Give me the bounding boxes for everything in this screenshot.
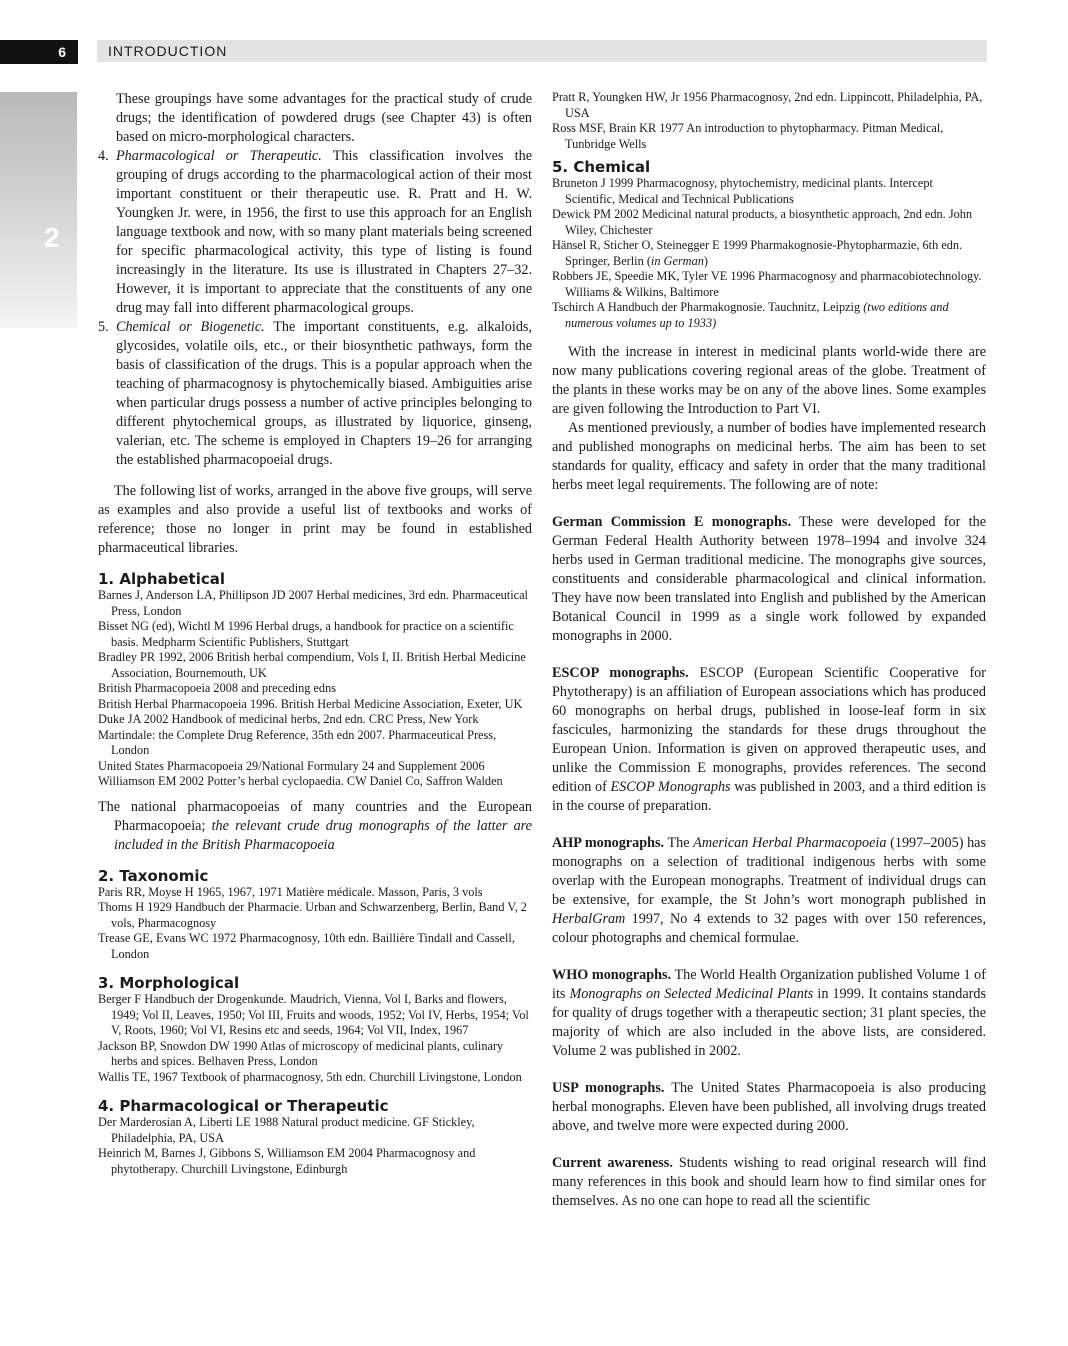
national-pharmacopoeias-note — [98, 798, 532, 855]
note-text: The national pharmacopoeias of many countries and the European Pharmacopoeia; — [98, 798, 532, 834]
reference-item: Der Marderosian A, Liberti LE 1988 Natural product medicine. GF Stickley, Philadelphia, PA, USA — [98, 1115, 475, 1145]
item-number: 5. — [98, 319, 109, 335]
paragraph-text: The — [664, 835, 694, 851]
run-in-heading: Current awareness. — [552, 1155, 673, 1171]
paragraph-text: was published in 2003, and a third edition is in the course of preparation. — [552, 779, 986, 814]
section-heading-chemical: 5. Chemical — [552, 158, 651, 176]
reference-item: Wallis TE, 1967 Textbook of pharmacognosy, 5th edn. Churchill Livingstone, London — [98, 1069, 522, 1084]
paragraph-italic: American Herbal Pharmacopoeia — [693, 835, 887, 851]
paragraph-italic: HerbalGram — [552, 911, 626, 927]
paragraph-escop — [552, 664, 986, 816]
ref-text: ) — [703, 253, 708, 268]
running-header: INTRODUCTION — [97, 40, 987, 62]
reference-list-chemical — [552, 176, 986, 331]
paragraph-text: The United States Pharmacopoeia is also producing herbal monographs. Eleven have been published, all involving drugs treated above, and twelve more were expected during 2000. — [552, 1080, 987, 1134]
reference-item: Heinrich M, Barnes J, Gibbons S, Williamson EM 2004 Pharmacognosy and phytotherapy. Churchill Livingstone, Edinburgh — [98, 1146, 476, 1176]
reference-item: Trease GE, Evans WC 1972 Pharmacognosy, 10th edn. Baillière Tindall and Cassell, London — [98, 931, 515, 961]
reference-item: Ross MSF, Brain KR 1977 An introduction to phytopharmacy. Pitman Medical, Tunbridge Wells — [552, 121, 944, 151]
reference-item — [552, 238, 986, 269]
reference-item: Robbers JE, Speedie MK, Tyler VE 1996 Pharmacognosy and pharmacobiotechnology. Williams & Wilkins, Baltimore — [552, 269, 982, 299]
item-text: This classification involves the grouping of drugs according to the pharmacological action of their most important constituent or their therapeutic use. R. Pratt and H. W. Youngken Jr. were, in 1956, the first to use this approach for an English language textbook and now, with so many plant materials being screened for specific pharmacological activity, this type of listing is found increasingly in the literature. Its use is illustrated in Chapters 27–32. However, it is important to appreciate that the constituents of any one drug may fall into different pharmacological groups. — [116, 148, 532, 316]
reference-item: British Herbal Pharmacopoeia 1996. British Herbal Medicine Association, Exeter, UK — [98, 696, 523, 711]
reference-item: Williamson EM 2002 Potter’s herbal cyclopaedia. CW Daniel Co, Saffron Walden — [98, 774, 503, 788]
paragraph-text: in 1999. It contains standards for quality of drugs together with a therapeutic section; 31 plant species, the majority of which are also included in the above lists, are considered. Volume 2 was published in 2002. — [552, 986, 987, 1059]
reference-item: British Pharmacopoeia 2008 and preceding edns — [98, 681, 337, 695]
paragraph-text: Students wishing to read original research will find many references in this book and should learn how to find similar ones for themselves. As no one can hope to read all the scientific — [552, 1155, 987, 1209]
reference-item: Martindale: the Complete Drug Reference, 35th edn 2007. Pharmaceutical Press, London — [98, 727, 497, 757]
item-title: Pharmacological or Therapeutic. — [116, 148, 322, 164]
item-number: 4. — [98, 148, 109, 164]
paragraph-italic: Monographs on Selected Medicinal Plants — [569, 986, 814, 1002]
run-in-heading: WHO monographs. — [552, 967, 672, 983]
reference-item: Bisset NG (ed), Wichtl M 1996 Herbal drugs, a handbook for practice on a scientific basis. Medpharm Scientific Publishers, Stuttgart — [98, 619, 514, 649]
section-heading-alphabetical: 1. Alphabetical — [98, 570, 226, 588]
paragraph-italic: ESCOP Monographs — [610, 779, 731, 795]
reference-item: Pratt R, Youngken HW, Jr 1956 Pharmacognosy, 2nd edn. Lippincott, Philadelphia, PA, USA — [552, 90, 983, 120]
paragraph-current-awareness — [552, 1154, 986, 1211]
reference-item: Berger F Handbuch der Drogenkunde. Maudrich, Vienna, Vol I, Barks and flowers, 1949; Vol II, Leaves, 1950; Vol III, Fruits and woods, 1952; Vol IV, Herbs, 1954; Vol V, Roots, 1960; Vol VI, Resins etc and seeds, 1964; Vol VII, Index, 1967 — [98, 992, 529, 1037]
list-intro-paragraph: The following list of works, arranged in the above five groups, will serve as examples and also provide a useful list of textbooks and works of reference; those no longer in print may be found in established pharmaceutical libraries. — [98, 483, 532, 556]
ref-italic: (two editions and numerous volumes up to 1933) — [565, 300, 949, 330]
item3-continuation: These groupings have some advantages for the practical study of crude drugs; the identification of powdered drugs (see Chapter 43) is often based on micro-morphological characters. — [116, 91, 532, 145]
section-heading-morphological: 3. Morphological — [98, 974, 240, 992]
paragraph-monographs-intro: As mentioned previously, a number of bodies have implemented research and published monographs on medicinal herbs. The aim has been to set standards for quality, efficacy and safety in order that the many traditional herbs meet legal requirements. The following are of note: — [552, 420, 986, 493]
note-italic: the relevant crude drug monographs of the latter are included in the British Pharmacopoeia — [114, 817, 532, 853]
paragraph-text: 1997, No 4 extends to 32 pages with over 150 references, colour photographs and chemical formulae. — [552, 911, 986, 946]
page-number: 6 — [0, 40, 78, 64]
chapter-tab-number: 2 — [44, 222, 60, 253]
run-in-heading: ESCOP monographs. — [552, 665, 689, 681]
run-in-heading: German Commission E monographs. — [552, 514, 791, 530]
paragraph-text: ESCOP (European Scientific Cooperative for Phytotherapy) is an affiliation of European associations which has produced 60 monographs on herbal drugs, published in loose-leaf form in six fascicules, harmonizing the standards for these drugs throughout the European Union. Information is given on approved therapeutic uses, and unlike the Commission E monographs, provides references. The second edition of — [552, 665, 987, 795]
item-title: Chemical or Biogenetic. — [116, 319, 265, 335]
ref-text: Hänsel R, Sticher O, Steinegger E 1999 Pharmakognosie-Phytopharmazie, 6th edn. Springer, Berlin ( — [552, 238, 963, 268]
section-heading-pharmacological: 4. Pharmacological or Therapeutic — [98, 1097, 389, 1115]
ref-text: Tschirch A Handbuch der Pharmakognosie. Tauchnitz, Leipzig — [552, 300, 864, 314]
left-column — [98, 90, 532, 1177]
paragraph-text: (1997–2005) has monographs on a selection of traditional indigenous herbs with some overlap with the European monographs. Treatment of individual drugs can be extensive, for example, the St John’s wort monograph published in — [552, 835, 986, 908]
paragraph-text: These were developed for the German Federal Health Authority between 1978–1994 and involve 324 herbs used in German traditional medicine. The monographs give sources, constituents and considerable pharmacological and clinical information. They have now been translated into English and published by the American Botanical Council in 1999 as a single work followed by expanded monographs in 2000. — [552, 514, 986, 644]
reference-list-pharmacological-continued — [552, 90, 986, 152]
reference-item: United States Pharmacopoeia 29/National Formulary 24 and Supplement 2006 — [98, 758, 485, 773]
run-in-heading: AHP monographs. — [552, 835, 665, 851]
reference-item — [552, 300, 986, 331]
list-item-4 — [98, 147, 532, 318]
reference-list-pharmacological — [98, 1115, 532, 1177]
paragraph-regional-publications: With the increase in interest in medicinal plants world-wide there are now many publications covering regional areas of the globe. Treatment of the plants in these works may be on any of the above lines. Some examples are given following the Introduction to Part VI. — [552, 344, 986, 417]
item-text: The important constituents, e.g. alkaloids, glycosides, volatile oils, etc., or their biosynthetic pathways, form the basis of classification of the drugs. This is a popular approach when the teaching of pharmacognosy is phytochemically biased. Ambiguities arise when particular drugs possess a number of active principles belonging to different phytochemical groups, as illustrated by liquorice, ginseng, valerian, etc. The scheme is employed in Chapters 19–26 for arranging the established pharmacopoeial drugs. — [116, 319, 532, 468]
reference-item: Dewick PM 2002 Medicinal natural products, a biosynthetic approach, 2nd edn. John Wiley, Chichester — [552, 207, 973, 237]
paragraph-german-commission-e — [552, 513, 986, 646]
reference-list-morphological — [98, 992, 532, 1085]
reference-item: Bruneton J 1999 Pharmacognosy, phytochemistry, medicinal plants. Intercept Scientific, Medical and Technical Publications — [552, 176, 933, 206]
reference-item: Bradley PR 1992, 2006 British herbal compendium, Vols I, II. British Herbal Medicine Association, Bournemouth, UK — [98, 650, 526, 680]
right-column — [552, 90, 986, 1211]
reference-item: Duke JA 2002 Handbook of medicinal herbs, 2nd edn. CRC Press, New York — [98, 712, 479, 726]
run-in-heading: USP monographs. — [552, 1080, 665, 1096]
ref-italic: in German — [650, 253, 704, 268]
chapter-tab — [0, 92, 77, 328]
reference-item: Paris RR, Moyse H 1965, 1967, 1971 Matière médicale. Masson, Paris, 3 vols — [98, 884, 483, 899]
reference-list-alphabetical — [98, 588, 532, 790]
paragraph-text: The World Health Organization published Volume 1 of its — [552, 967, 986, 1002]
paragraph-who — [552, 966, 986, 1061]
reference-item: Barnes J, Anderson LA, Phillipson JD 2007 Herbal medicines, 3rd edn. Pharmaceutical Press, London — [98, 588, 528, 618]
reference-item: Jackson BP, Snowdon DW 1990 Atlas of microscopy of medicinal plants, culinary herbs and spices. Belhaven Press, London — [98, 1038, 504, 1068]
paragraph-ahp — [552, 834, 986, 948]
reference-list-taxonomic — [98, 885, 532, 963]
section-heading-taxonomic: 2. Taxonomic — [98, 866, 209, 885]
list-item-5 — [98, 318, 532, 470]
reference-item: Thoms H 1929 Handbuch der Pharmacie. Urban and Schwarzenberg, Berlin, Band V, 2 vols, Pharmacognosy — [98, 900, 527, 930]
paragraph-usp — [552, 1079, 986, 1136]
